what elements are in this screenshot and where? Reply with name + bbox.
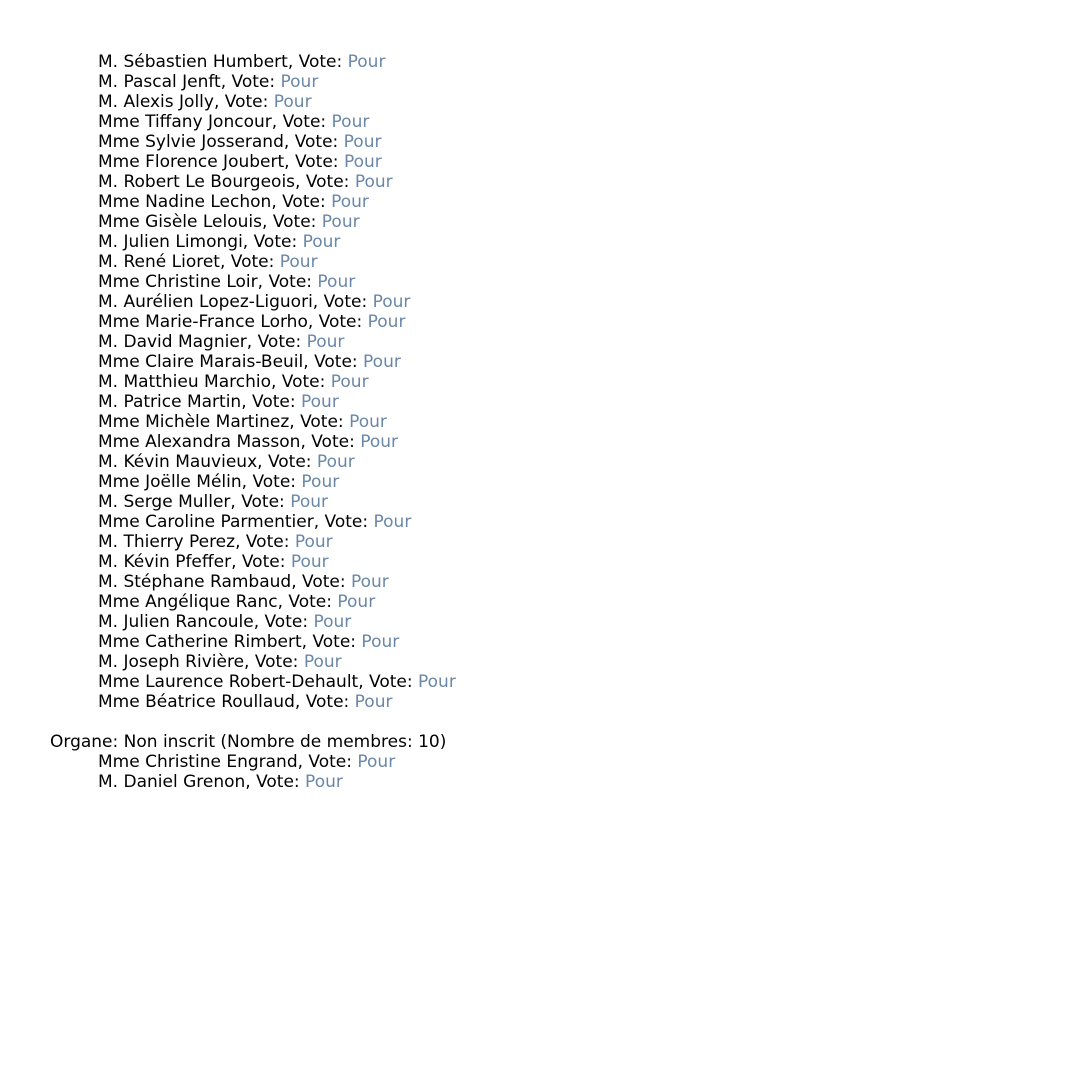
voter-row: [50, 472, 1050, 492]
voter-row: [50, 192, 1050, 212]
voter-name: Mme Florence Joubert: [98, 152, 285, 172]
voter-name: M. Thierry Perez: [98, 532, 236, 552]
vote-label: Vote:: [281, 372, 331, 392]
vote-label: Vote:: [369, 672, 418, 692]
name-separator: ,: [244, 652, 255, 672]
voter-name: M. Kévin Pfeffer: [98, 552, 232, 572]
vote-label: Vote:: [253, 232, 303, 252]
vote-value: Pour: [330, 372, 369, 392]
vote-label: Vote:: [302, 572, 351, 592]
vote-value: Pour: [290, 492, 328, 512]
vote-label: Vote:: [318, 312, 368, 332]
vote-value: Pour: [347, 52, 386, 72]
vote-label: Vote:: [323, 292, 373, 312]
name-separator: ,: [219, 252, 231, 272]
voter-name: M. Julien Rancoule: [98, 612, 254, 632]
name-separator: ,: [294, 692, 306, 712]
vote-label: Vote:: [311, 432, 361, 452]
vote-label: Vote:: [230, 252, 280, 272]
voter-name: Mme Angélique Ranc: [98, 592, 278, 612]
voter-name: M. Alexis Jolly: [98, 92, 214, 112]
voter-row: [50, 212, 1050, 232]
vote-label: Vote:: [305, 692, 355, 712]
voter-name: M. Matthieu Marchio: [98, 372, 271, 392]
vote-value: Pour: [367, 312, 406, 332]
vote-value: Pour: [331, 192, 369, 212]
vote-label: Vote:: [241, 552, 291, 572]
vote-value: Pour: [361, 632, 400, 652]
vote-label: Vote:: [264, 612, 314, 632]
voter-name: Mme Nadine Lechon: [98, 192, 272, 212]
voter-row: [50, 772, 1050, 792]
vote-label: Vote:: [312, 632, 362, 652]
name-separator: ,: [241, 472, 253, 492]
voter-name: M. Joseph Rivière: [98, 652, 245, 672]
voter-name: M. David Magnier: [98, 332, 247, 352]
vote-value: Pour: [305, 772, 343, 792]
voter-name: Mme Marie-France Lorho: [98, 312, 308, 332]
name-separator: ,: [270, 372, 282, 392]
voter-row: [50, 632, 1050, 652]
vote-label: Vote:: [298, 52, 348, 72]
vote-value: Pour: [360, 432, 399, 452]
vote-label: Vote:: [294, 132, 344, 152]
vote-label: Vote:: [305, 172, 355, 192]
voter-name: Mme Christine Loir: [98, 272, 258, 292]
name-separator: ,: [235, 532, 246, 552]
vote-value: Pour: [294, 532, 333, 552]
vote-label: Vote:: [314, 352, 364, 372]
vote-label: Vote:: [300, 412, 350, 432]
vote-value: Pour: [337, 592, 376, 612]
vote-value: Pour: [418, 672, 456, 692]
name-separator: ,: [231, 552, 242, 572]
voter-row: [50, 292, 1050, 312]
voter-row: [50, 312, 1050, 332]
name-separator: ,: [289, 412, 301, 432]
voter-row: [50, 672, 1050, 692]
voter-name: M. Kévin Mauvieux: [98, 452, 258, 472]
vote-value: Pour: [321, 212, 360, 232]
name-separator: ,: [257, 272, 269, 292]
vote-value: Pour: [303, 652, 342, 672]
vote-label: Vote:: [231, 72, 281, 92]
voter-row: [50, 172, 1050, 192]
voter-name: M. Julien Limongi: [98, 232, 243, 252]
voter-name: Mme Joëlle Mélin: [98, 472, 242, 492]
vote-label: Vote:: [257, 332, 307, 352]
name-separator: ,: [220, 72, 232, 92]
vote-value: Pour: [279, 252, 318, 272]
name-separator: ,: [358, 672, 370, 692]
name-separator: ,: [277, 592, 289, 612]
voter-name: Mme Caroline Parmentier: [98, 512, 314, 532]
name-separator: ,: [241, 392, 253, 412]
voter-row: [50, 52, 1050, 72]
vote-value: Pour: [302, 232, 341, 252]
voter-name: Mme Gisèle Lelouis: [98, 212, 262, 232]
voter-row: [50, 112, 1050, 132]
voter-row: [50, 332, 1050, 352]
voter-row: [50, 692, 1050, 712]
vote-label: Vote:: [282, 192, 332, 212]
voter-row: [50, 372, 1050, 392]
name-separator: ,: [253, 612, 265, 632]
vote-value: Pour: [343, 132, 382, 152]
vote-value: Pour: [316, 452, 355, 472]
voter-row: [50, 752, 1050, 772]
voter-row: [50, 72, 1050, 92]
vote-label: Vote:: [294, 152, 344, 172]
voter-name: M. Daniel Grenon: [98, 772, 246, 792]
name-separator: ,: [213, 92, 225, 112]
voter-name: Mme Béatrice Roullaud: [98, 692, 295, 712]
voter-name: Mme Catherine Rimbert: [98, 632, 302, 652]
voter-row: [50, 432, 1050, 452]
name-separator: ,: [312, 292, 324, 312]
vote-label: Vote:: [308, 752, 358, 772]
voter-name: Mme Tiffany Joncour: [98, 112, 272, 132]
name-separator: ,: [271, 192, 283, 212]
voter-name: M. Sébastien Humbert: [98, 52, 288, 72]
voter-name: Mme Alexandra Masson: [98, 432, 301, 452]
vote-label: Vote:: [245, 532, 295, 552]
vote-value: Pour: [354, 692, 393, 712]
vote-value: Pour: [331, 112, 370, 132]
vote-label: Vote:: [268, 272, 318, 292]
vote-value: Pour: [354, 172, 393, 192]
vote-value: Pour: [280, 72, 319, 92]
voter-name: M. Pascal Jenft: [98, 72, 221, 92]
name-separator: ,: [303, 352, 315, 372]
voter-name: Mme Claire Marais-Beuil: [98, 352, 304, 372]
vote-value: Pour: [373, 512, 412, 532]
voter-row: [50, 532, 1050, 552]
voter-row: [50, 412, 1050, 432]
vote-label: Vote:: [288, 592, 338, 612]
name-separator: ,: [287, 52, 299, 72]
name-separator: ,: [291, 572, 303, 592]
voter-row: [50, 92, 1050, 112]
vote-label: Vote:: [252, 472, 302, 492]
voter-row: [50, 452, 1050, 472]
vote-label: Vote:: [324, 512, 374, 532]
vote-label: Vote:: [256, 772, 306, 792]
vote-value: Pour: [306, 332, 345, 352]
voter-name: Mme Michèle Martinez: [98, 412, 290, 432]
name-separator: ,: [300, 432, 312, 452]
voter-row: [50, 572, 1050, 592]
name-separator: ,: [246, 332, 258, 352]
voter-name: Mme Laurence Robert-Dehault: [98, 672, 359, 692]
vote-value: Pour: [349, 412, 387, 432]
voter-name: M. Aurélien Lopez-Liguori: [98, 292, 313, 312]
name-separator: ,: [257, 452, 268, 472]
name-separator: ,: [242, 232, 254, 252]
voter-row: [50, 512, 1050, 532]
name-separator: ,: [301, 632, 313, 652]
vote-label: Vote:: [224, 92, 274, 112]
voter-row: [50, 492, 1050, 512]
voter-row: [50, 252, 1050, 272]
vote-label: Vote:: [252, 392, 301, 412]
name-separator: ,: [271, 112, 283, 132]
vote-value: Pour: [317, 272, 356, 292]
vote-value: Pour: [301, 472, 340, 492]
voter-name: M. Patrice Martin: [98, 392, 242, 412]
voter-name: M. Robert Le Bourgeois: [98, 172, 296, 192]
vote-label: Vote:: [282, 112, 332, 132]
vote-label: Vote:: [267, 452, 317, 472]
name-separator: ,: [295, 172, 306, 192]
vote-value: Pour: [313, 612, 352, 632]
voter-name: M. Stéphane Rambaud: [98, 572, 292, 592]
voter-row: [50, 392, 1050, 412]
voter-row: [50, 592, 1050, 612]
name-separator: ,: [283, 132, 295, 152]
name-separator: ,: [307, 312, 319, 332]
vote-value: Pour: [363, 352, 401, 372]
voter-row: [50, 232, 1050, 252]
voter-row: [50, 552, 1050, 572]
name-separator: ,: [297, 752, 309, 772]
voter-row: [50, 132, 1050, 152]
voter-row: [50, 152, 1050, 172]
vote-value: Pour: [372, 292, 411, 312]
group-header: Organe: Non inscrit (Nombre de membres: 10): [50, 732, 447, 752]
vote-label: Vote:: [241, 492, 291, 512]
voter-name: M. René Lioret: [98, 252, 220, 272]
name-separator: ,: [284, 152, 295, 172]
group-separator: [50, 712, 1050, 732]
voter-name: M. Serge Muller: [98, 492, 231, 512]
vote-value: Pour: [301, 392, 339, 412]
vote-value: Pour: [350, 572, 389, 592]
voter-name: Mme Christine Engrand: [98, 752, 298, 772]
vote-value: Pour: [290, 552, 329, 572]
vote-value: Pour: [343, 152, 382, 172]
name-separator: ,: [230, 492, 242, 512]
voter-name: Mme Sylvie Josserand: [98, 132, 284, 152]
vote-listing: [50, 52, 1050, 792]
name-separator: ,: [245, 772, 257, 792]
name-separator: ,: [262, 212, 273, 232]
vote-label: Vote:: [254, 652, 304, 672]
voter-row: [50, 352, 1050, 372]
voter-row: [50, 272, 1050, 292]
name-separator: ,: [313, 512, 325, 532]
vote-value: Pour: [273, 92, 312, 112]
vote-label: Vote:: [272, 212, 322, 232]
voter-row: [50, 652, 1050, 672]
voter-row: [50, 612, 1050, 632]
vote-value: Pour: [357, 752, 396, 772]
